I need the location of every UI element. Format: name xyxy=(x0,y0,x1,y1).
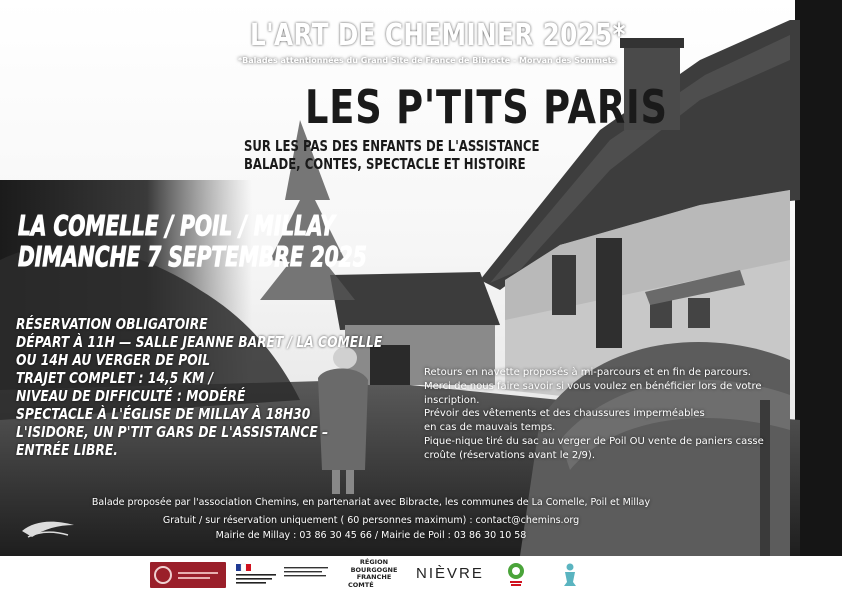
event-note: *Balades attentionnées du Grand Site de France de Bibracte - Morvan des Sommets xyxy=(238,56,617,65)
chemins-bird-logo xyxy=(18,513,78,543)
reservation-line: ENTRÉE LIBRE. xyxy=(16,441,118,459)
region-logo-line: COMTÉ xyxy=(348,580,374,589)
reservation-line: TRAJET COMPLET : 14,5 KM / xyxy=(16,369,214,387)
reservation-line: SPECTACLE À L'ÉGLISE DE MILLAY À 18H30 xyxy=(16,405,311,423)
main-title: LES P'TITS PARIS xyxy=(305,80,668,134)
partner-logo-bar xyxy=(0,556,842,595)
place-line: LA COMELLE / POIL / MILLAY xyxy=(18,209,335,242)
region-logo-line: BOURGOGNE xyxy=(350,565,398,574)
prefect-logo xyxy=(236,562,280,588)
info-line: Prévoir des vêtements et des chaussures imperméables xyxy=(424,408,705,420)
bibracte-emblem-icon xyxy=(150,562,226,588)
figure-icon xyxy=(562,562,578,588)
marianne-flag-icon xyxy=(236,562,280,588)
region-logo-line: RÉGION xyxy=(359,558,389,566)
footer-booking: Gratuit / sur réservation uniquement ( 60 personnes maximum) : contact@chemins.org xyxy=(162,515,580,526)
nievre-logo-text: NIÈVRE xyxy=(416,565,484,582)
reservation-line: L'ISIDORE, UN P'TIT GARS DE L'ASSISTANCE – xyxy=(16,423,329,441)
info-line: croûte (réservations avant le 2/9). xyxy=(424,449,596,461)
info-line: Pique-nique tiré du sac au verger de Poil OU vente de paniers casse xyxy=(424,435,764,447)
reservation-line: NIVEAU DE DIFFICULTÉ : MODÉRÉ xyxy=(16,387,246,405)
footer-contacts: Mairie de Millay : 03 86 30 45 66 / Mairie de Poil : 03 86 30 10 58 xyxy=(215,530,527,541)
commune-logo xyxy=(284,564,334,584)
subtitle-line-1: SUR LES PAS DES ENFANTS DE L'ASSISTANCE xyxy=(244,137,540,155)
region-logo-line: FRANCHE xyxy=(356,573,392,581)
teal-partner-logo xyxy=(562,562,578,588)
nievre-logo xyxy=(416,565,484,582)
date-line: DIMANCHE 7 SEPTEMBRE 2025 xyxy=(18,240,367,273)
info-line: inscription. xyxy=(424,394,480,406)
info-line: Retours en navette proposés à mi-parcours et en fin de parcours. xyxy=(424,367,751,378)
green-partner-logo xyxy=(507,562,525,588)
reservation-line: RÉSERVATION OBLIGATOIRE xyxy=(16,315,208,333)
commune-text-icon xyxy=(284,564,334,584)
footer-partners: Balade proposée par l'association Chemins, en partenariat avec Bibracte, les communes de La Comelle, Poil et Millay xyxy=(91,497,651,508)
reservation-block xyxy=(16,315,382,459)
info-line: Merci de nous faire savoir si vous voulez en bénéficier lors de votre xyxy=(424,380,762,392)
event-title: L'ART DE CHEMINER 2025* xyxy=(250,18,626,53)
reservation-line: DÉPART À 11H — SALLE JEANNE BARET / LA COMELLE xyxy=(16,333,383,351)
region-logo xyxy=(348,559,400,589)
info-line: en cas de mauvais temps. xyxy=(424,422,556,434)
reservation-line: OU 14H AU VERGER DE POIL xyxy=(16,351,211,369)
subtitle-line-2: BALADE, CONTES, SPECTACLE ET HISTOIRE xyxy=(244,155,526,173)
leaf-badge-icon xyxy=(507,562,525,588)
info-block xyxy=(424,366,764,463)
bibracte-logo xyxy=(150,562,226,588)
